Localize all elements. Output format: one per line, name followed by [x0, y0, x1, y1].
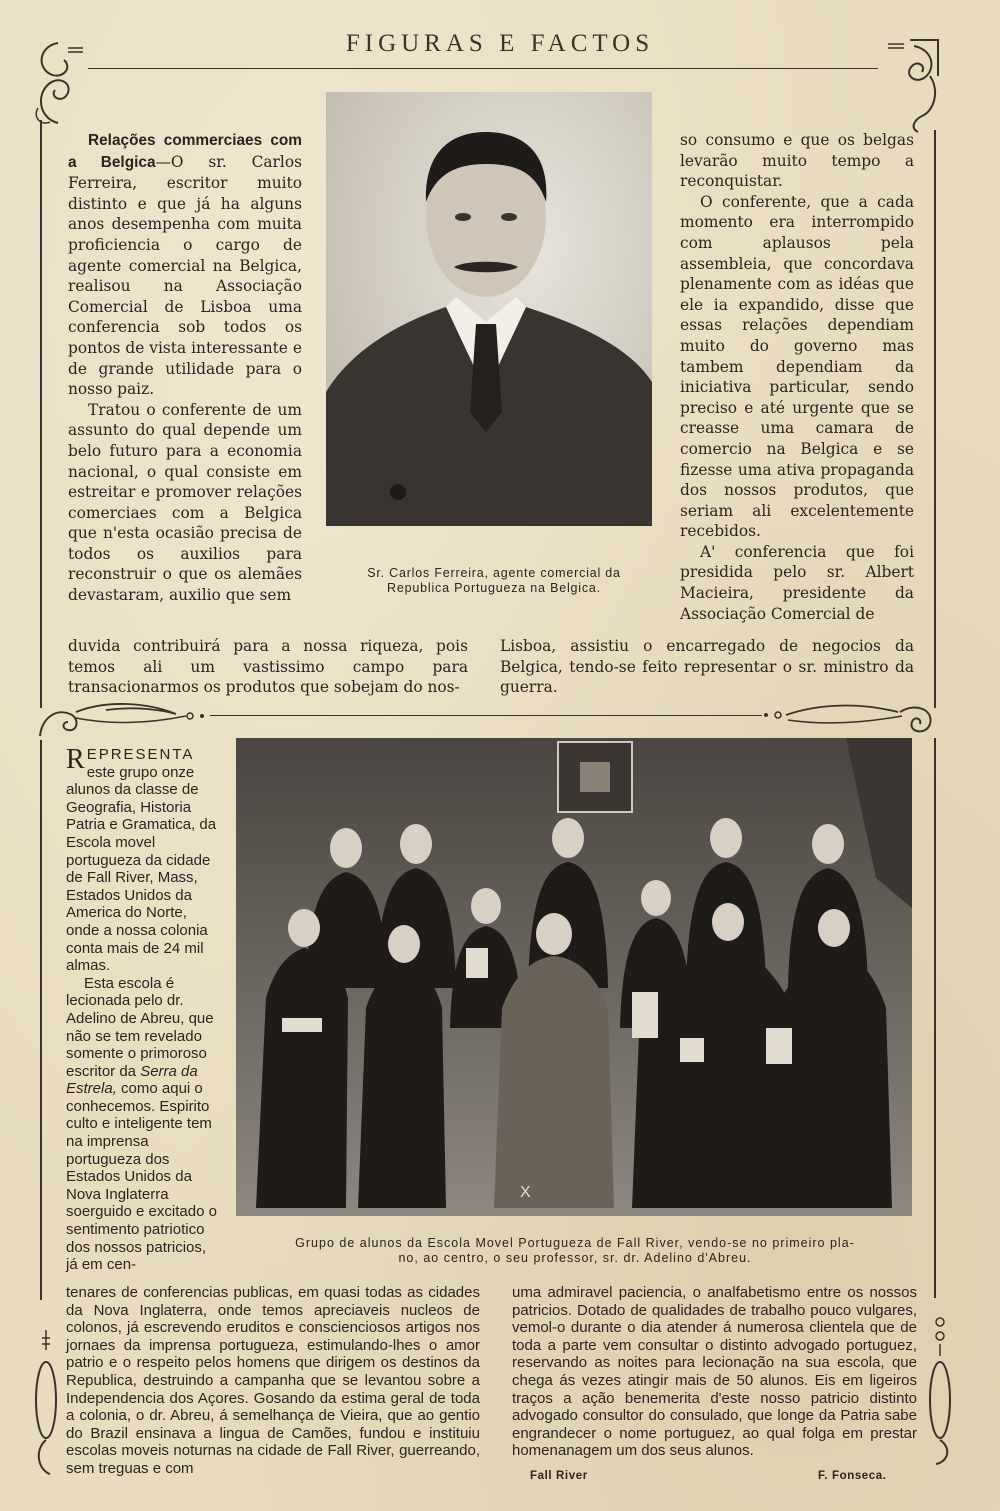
top-right-ornament [880, 36, 944, 136]
divider-left-ornament [36, 696, 216, 740]
article1-paragraph-2: Tratou o conferente de um assunto do qual depende um belo futuro para a economia nacional, o qual consiste em estreitar e promover relações comerciaes com a Belgica que n'esta ocasião precisa de todos os auxilios para reconstruir o que os alemães devastaram, auxilio que sem [68, 400, 302, 605]
portrait-caption-line-1: Sr. Carlos Ferreira, agente comercial da [367, 566, 621, 580]
article1-right-column [680, 130, 914, 624]
top-frame-right-border [934, 130, 936, 708]
article2-bottom-right: uma admiravel paciencia, o analfabetismo entre os nossos patricios. Dotado de qualidades de trabalho pouco vulgares, vemol-o durante o dia atender á numerosa clientela que de toda a parte vem consultar o distinto advogado portuguez, reservando as noites para lecionação na sua escola, que chega ás vezes atingir mais de 50 alunos. Eis em ligeiros traços a ação benemerita d'este nosso patricio distinto advogado consultor do consulado, que longe da Patria sabe engrandecer o nome portuguez, ao qual folga em prestar homenanagem um dos seus alunos. [512, 1284, 917, 1460]
article2-paragraph-2-cont: como aqui o conhecemos. Espirito culto e inteligente tem na imprensa portugueza dos Estados Unidos da Nova Inglaterra soerguido e excitado o sentimento patriotico dos nossos patricios, já em cen- [66, 1080, 217, 1274]
top-frame-left-border [40, 120, 42, 708]
top-header-rule [88, 68, 878, 69]
top-left-ornament [28, 38, 88, 128]
article2-left-column [66, 746, 218, 1274]
portrait-caption-line-2: Republica Portugueza na Belgica. [387, 581, 601, 595]
bottom-right-ornament [926, 1316, 956, 1466]
article1-right-paragraph-3: A' conferencia que foi presidida pelo sr. Albert Macieira, presidente da Associação Comercial de [680, 542, 914, 623]
portrait-caption [326, 566, 662, 596]
article2-book-title: Serra da Estrela, [66, 1062, 198, 1098]
article2-dropcap: R [66, 744, 85, 775]
article1-right-paragraph-2: O conferente, que a cada momento era interrompido com aplausos pela assembleia, que concordava plenamente com as idéas que ele ia expandido, disse que essas relações dependiam muito do governo mas tambem dependiam da iniciativa particular, sendo preciso e até urgente que se creasse uma camara de comercio na Belgica e se fizesse uma ativa propaganda dos nossos produtos, que seriam ali excelentemente recebidos. [680, 192, 914, 541]
bottom-left-ornament [30, 1330, 60, 1480]
group-caption-line-2: no, ao centro, o seu professor, sr. dr. Adelino d'Abreu. [398, 1251, 752, 1265]
signature-author: F. Fonseca. [818, 1470, 887, 1482]
group-photo-mark: X [520, 1184, 531, 1201]
article2-intro-first: EPRESENTA [86, 746, 195, 763]
group-photo [236, 738, 912, 1216]
article2-paragraph-2: Esta escola é lecionada pelo dr. Adelino de Abreu, que não se tem revelado somente o primoroso escritor da [66, 974, 214, 1080]
divider-rule [210, 715, 762, 716]
article2-bottom-left: tenares de conferencias publicas, em quasi todas as cidades da Nova Inglaterra, onde temos apreciaveis nucleos de colonos, já escrevendo eruditos e conscienciosos artigos nos jornaes da imprensa portugueza, estimulando-lhes o amor patrio e o respeito pelos homens que dirigem os destinos da Republica, destruindo a campanha que se levantou sobre a Independencia dos Açores. Gosando da estima geral de toda a colonia, o dr. Abreu, á semelhança de Vieira, que ao gentio do Brazil ensinava a lingua de Camões, fundou e instituiu escolas moveis noturnas na cidade de Fall River, guerreando, sem treguas e com [66, 1284, 480, 1477]
article1-left-column [68, 130, 302, 606]
article2-paragraph-1: este grupo onze alunos da classe de Geografia, Historia Patria e Gramatica, da Escola movel portugueza da cidade de Fall River, Mass, Estados Unidos da America do Norte, onde a nossa colonia conta mais de 24 mil almas. [66, 763, 217, 975]
group-photo-caption [230, 1236, 920, 1266]
group-caption-line-1: Grupo de alunos da Escola Movel Portugueza de Fall River, vendo-se no primeiro pla- [295, 1236, 855, 1250]
article1-right-paragraph-1: so consumo e que os belgas levarão muito tempo a reconquistar. [680, 131, 914, 191]
article1-headline: Relações commerciaes com a Belgica [68, 132, 302, 171]
portrait-illustration [326, 92, 652, 526]
article1-bottom-right: Lisboa, assistiu o encarregado de negocios da Belgica, tendo-se feito representar o sr. ministro da guerra. [500, 637, 914, 697]
article1-bottom-left: duvida contribuirá para a nossa riqueza, pois temos ali um vastissimo campo para transacionarmos os produtos que sobejam do nos- [68, 637, 468, 697]
article1-paragraph-1: —O sr. Carlos Ferreira, escritor muito distinto e que já ha alguns anos desempenha com muita proficiencia o cargo de agente comercial na Belgica, realisou na Associação Comercial de Lisboa uma conferencia sob todos os pontos de vista interessante e de grande utilidade para o nosso paiz. [68, 152, 302, 399]
page-title: FIGURAS E FACTOS [345, 30, 655, 57]
portrait-photo [326, 92, 652, 526]
group-photo-illustration [236, 738, 912, 1216]
lower-frame-left-border [40, 740, 42, 1300]
divider-right-ornament [758, 690, 940, 742]
lower-frame-right-border [934, 738, 936, 1298]
signature-place: Fall River [530, 1470, 588, 1482]
